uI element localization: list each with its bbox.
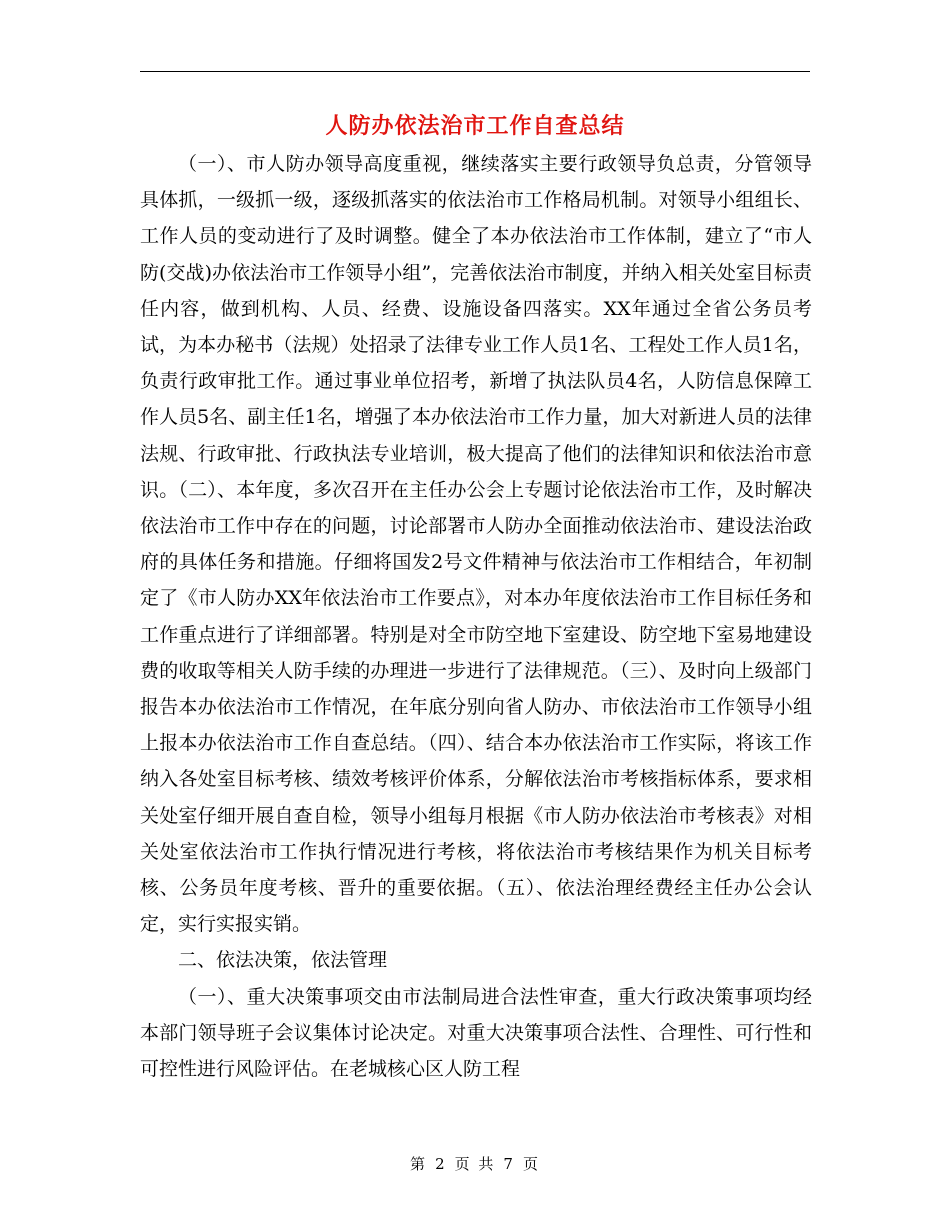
footer-middle: 页 共 bbox=[454, 1155, 496, 1173]
document-body bbox=[140, 146, 812, 1087]
section-heading: 二、依法决策，依法管理 bbox=[178, 949, 388, 972]
footer-prefix: 第 bbox=[410, 1155, 428, 1173]
body-paragraph-2: （一）、重大决策事项交由市法制局进合法性审查，重大行政决策事项均经本部门领导班子会议集体讨论决定。对重大决策事项合法性、合理性、可行性和可控性进行风险评估。在老城核心区人防工程 bbox=[140, 985, 812, 1081]
current-page-number: 2 bbox=[435, 1155, 447, 1173]
footer-suffix: 页 bbox=[522, 1155, 540, 1173]
document-title: 人防办依法治市工作自查总结 bbox=[325, 113, 625, 139]
header-rule bbox=[140, 71, 810, 72]
page-footer bbox=[0, 1153, 950, 1174]
body-paragraph-1: （一）、市人防办领导高度重视，继续落实主要行政领导负总责，分管领导具体抓，一级抓一级，逐级抓落实的依法治市工作格局机制。对领导小组组长、工作人员的变动进行了及时调整。健全了本办依法治市工作体制，建立了“市人防(交战)办依法治市工作领导小组”，完善依法治市制度，并纳入相关处室目标责任内容，做到机构、人员、经费、设施设备四落实。XX年通过全省公务员考试，为本办秘书（法规）处招录了法律专业工作人员1名、工程处工作人员1名，负责行政审批工作。通过事业单位招考，新增了执法队员4名，人防信息保障工作人员5名、副主任1名，增强了本办依法治市工作力量，加大对新进人员的法律法规、行政审批、行政执法专业培训，极大提高了他们的法律知识和依法治市意识。（二）、本年度，多次召开在主任办公会上专题讨论依法治市工作，及时解决依法治市工作中存在的问题，讨论部署市人防办全面推动依法治市、建设法治政府的具体任务和措施。仔细将国发2号文件精神与依法治市工作相结合，年初制定了《市人防办XX年依法治市工作要点》，对本办年度依法治市工作目标任务和工作重点进行了详细部署。特别是对全市防空地下室建设、防空地下室易地建设费的收取等相关人防手续的办理进一步进行了法律规范。（三）、及时向上级部门报告本办依法治市工作情况，在年底分别向省人防办、市依法治市工作领导小组上报本办依法治市工作自查总结。（四）、结合本办依法治市工作实际，将该工作纳入各处室目标考核、绩效考核评价体系，分解依法治市考核指标体系，要求相关处室仔细开展自查自检，领导小组每月根据《市人防办依法治市考核表》对相关处室依法治市工作执行情况进行考核，将依法治市考核结果作为机关目标考核、公务员年度考核、晋升的重要依据。（五）、依法治理经费经主任办公会认定，实行实报实销。 bbox=[140, 153, 812, 936]
total-pages-number: 7 bbox=[503, 1155, 515, 1173]
